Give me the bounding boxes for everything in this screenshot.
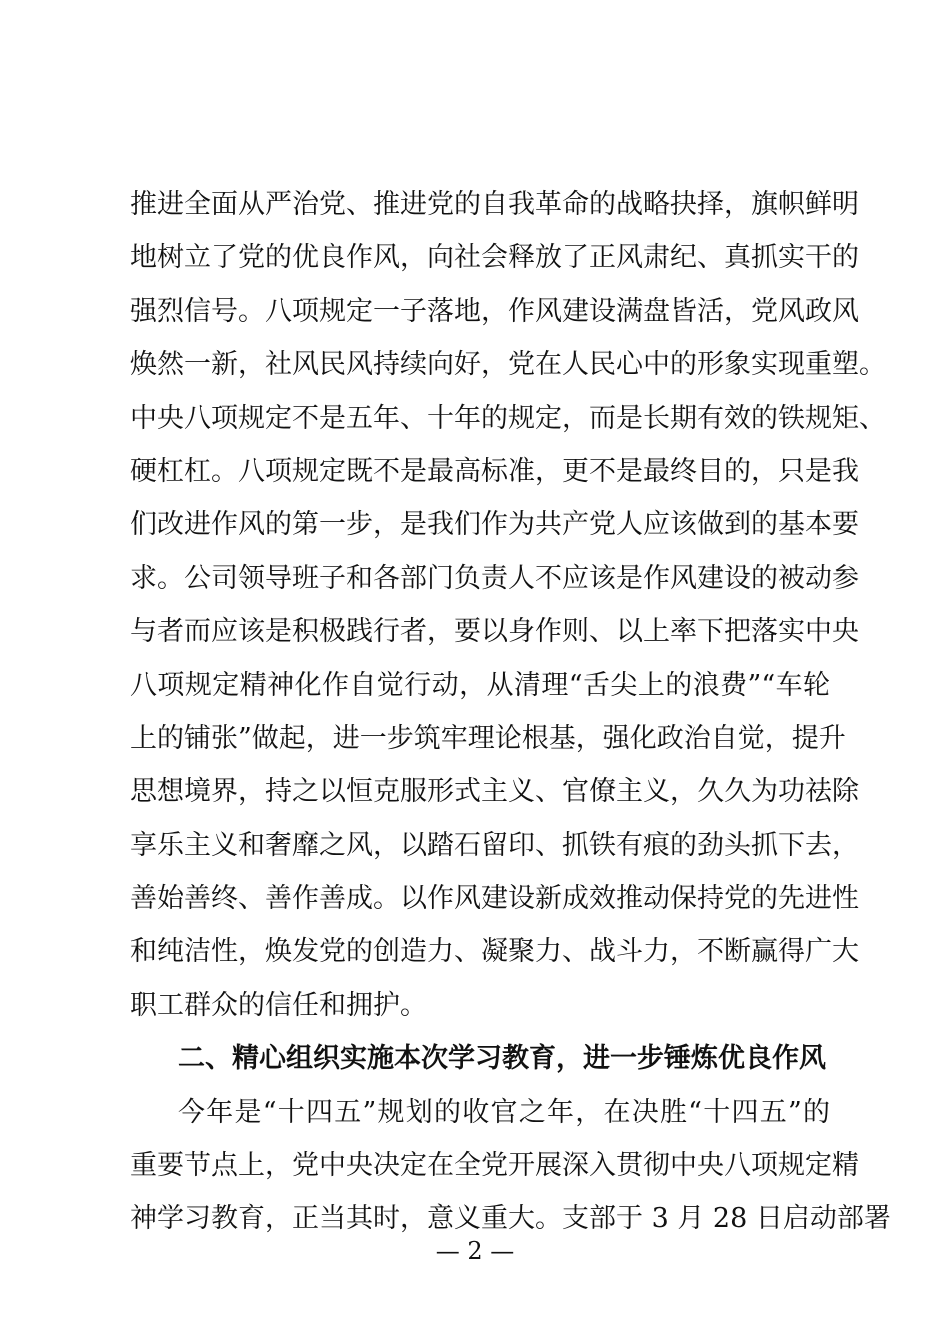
paragraph-line: 上的铺张”做起，进一步筑牢理论根基，强化政治自觉，提升: [130, 722, 846, 754]
paragraph-line: 八项规定精神化作自觉行动，从清理“舌尖上的浪费”“车轮: [130, 669, 830, 701]
paragraph-line: 享乐主义和奢靡之风，以踏石留印、抓铁有痕的劲头抓下去，: [130, 829, 859, 861]
paragraph-line: 善始善终、善作善成。以作风建设新成效推动保持党的先进性: [130, 883, 859, 915]
section-heading: 二、精心组织实施本次学习教育，进一步锤炼优良作风: [178, 1043, 826, 1075]
paragraph-line: 求。公司领导班子和各部门负责人不应该是作风建设的被动参: [130, 562, 859, 594]
paragraph-line: 强烈信号。八项规定一子落地，作风建设满盘皆活，党风政风: [130, 295, 859, 327]
paragraph-line: 和纯洁性，焕发党的创造力、凝聚力、战斗力，不断赢得广大: [130, 936, 859, 968]
paragraph-line: 神学习教育，正当其时，意义重大。支部于 3 月 28 日启动部署: [130, 1203, 891, 1235]
paragraph-line: 推进全面从严治党、推进党的自我革命的战略抉择，旗帜鲜明: [130, 189, 859, 220]
page-number: — 2 —: [435, 1237, 515, 1265]
paragraph-line: 硬杠杠。八项规定既不是最高标准，更不是最终目的，只是我: [130, 455, 859, 487]
document-body: [130, 178, 891, 1246]
paragraph-line: 重要节点上，党中央决定在全党开展深入贯彻中央八项规定精: [130, 1150, 859, 1182]
paragraph-line-first: 今年是“十四五”规划的收官之年，在决胜“十四五”的: [178, 1096, 830, 1128]
paragraph-line: 焕然一新，社风民风持续向好，党在人民心中的形象实现重塑。: [130, 349, 886, 381]
paragraph-line: 地树立了党的优良作风，向社会释放了正风肃纪、真抓实干的: [130, 242, 859, 274]
paragraph-line: 中央八项规定不是五年、十年的规定，而是长期有效的铁规矩、: [130, 402, 886, 434]
paragraph-line: 们改进作风的第一步，是我们作为共产党人应该做到的基本要: [130, 509, 859, 541]
paragraph-line: 与者而应该是积极践行者，要以身作则、以上率下把落实中央: [130, 616, 859, 648]
paragraph-line: 思想境界，持之以恒克服形式主义、官僚主义，久久为功祛除: [130, 776, 859, 808]
paragraph-line-last: 职工群众的信任和拥护。: [130, 989, 427, 1021]
